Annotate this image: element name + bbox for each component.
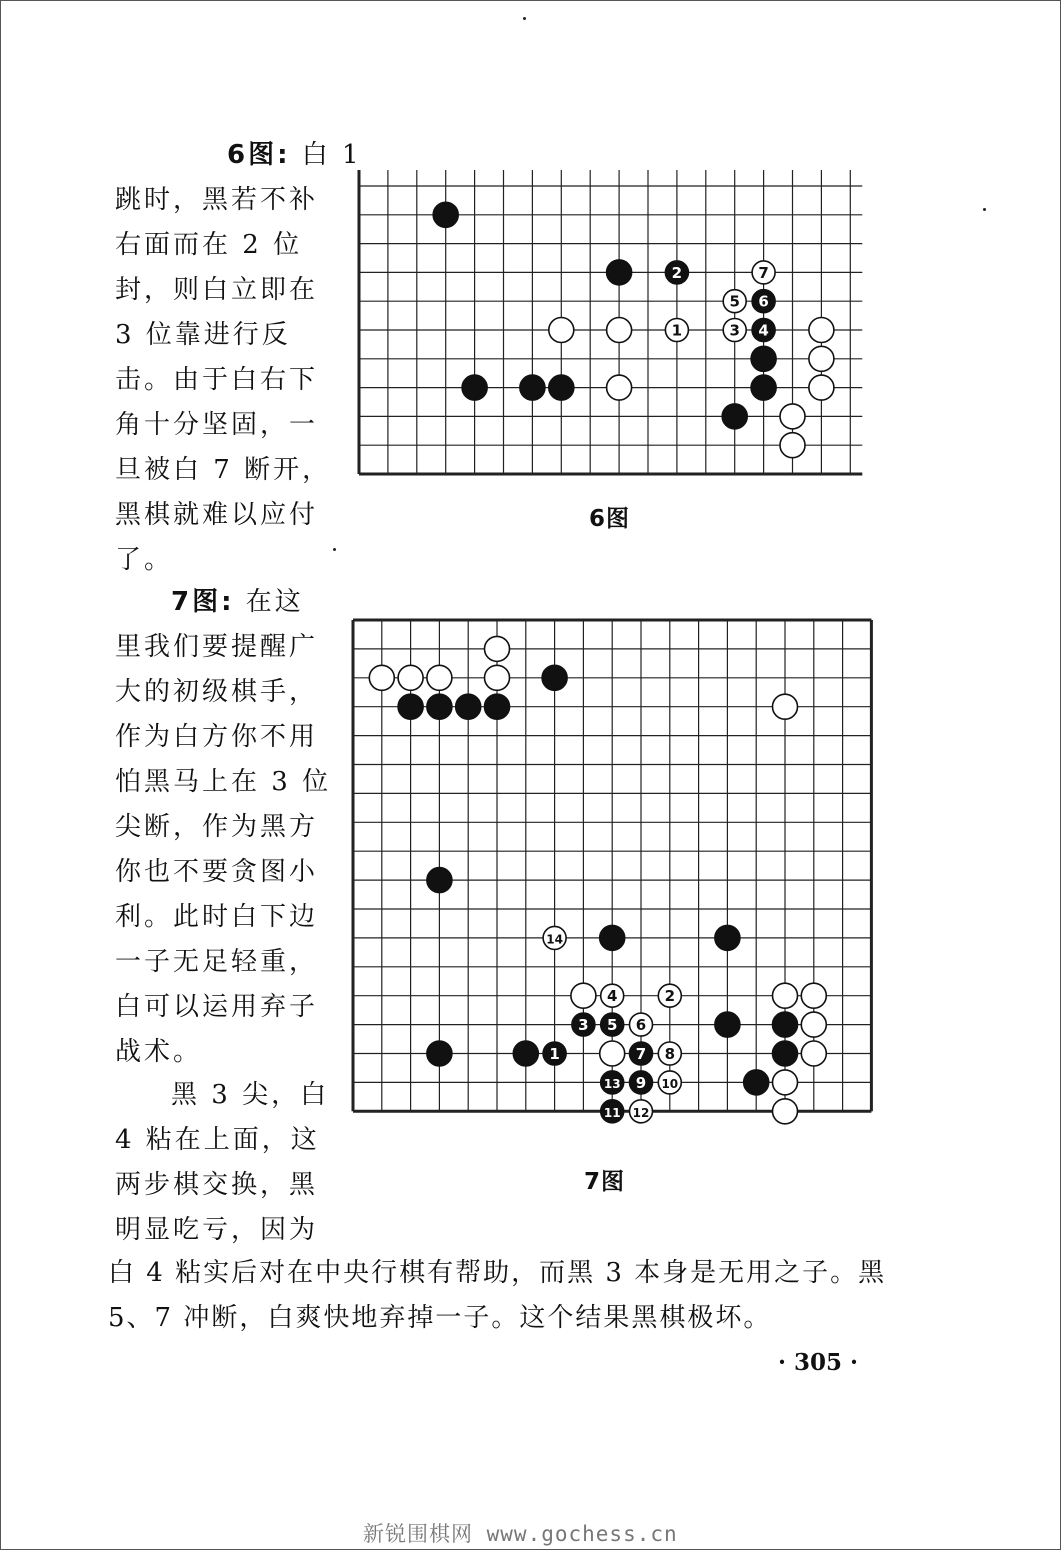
move-number-14: 14: [546, 932, 563, 947]
scan-speck: [983, 208, 986, 211]
black-stone: [542, 665, 567, 690]
white-stone: [780, 433, 805, 458]
black-stone: [607, 260, 632, 285]
move-number-13: 13: [603, 1076, 621, 1091]
black-stone: [773, 1012, 798, 1037]
para-8-line-2: 两步棋交换，黑: [115, 1170, 319, 1200]
black-stone: [485, 694, 510, 719]
black-stone: [744, 1070, 769, 1095]
white-stone: [809, 318, 834, 343]
move-number-3: 3: [578, 1016, 589, 1035]
white-stone: [485, 636, 510, 661]
white-stone: [398, 665, 423, 690]
para-6-line-1: 跳时，黑若不补: [115, 185, 319, 215]
para-6-label: 6图:: [227, 140, 291, 170]
black-stone: [456, 694, 481, 719]
para-6-line-3: 封，则白立即在: [115, 275, 319, 305]
move-number-5: 5: [729, 292, 740, 311]
footer-watermark: 新锐围棋网 www.gochess.cn: [363, 1522, 678, 1546]
go-diagram-7: [345, 612, 885, 1142]
move-number-7: 7: [635, 1045, 647, 1063]
black-stone: [715, 925, 740, 950]
para-7-label: 7图:: [171, 587, 235, 617]
para-6-line-6: 角十分坚固，一: [115, 410, 319, 440]
white-stone: [809, 375, 834, 400]
para-7-line-7: 利。此时白下边: [115, 902, 319, 932]
white-stone: [801, 983, 826, 1008]
para-7-line-10: 战术。: [115, 1037, 203, 1067]
white-stone: [773, 694, 798, 719]
black-stone: [462, 375, 487, 400]
full-line-1: 5、7 冲断，白爽快地弃掉一子。这个结果黑棋极坏。: [108, 1303, 772, 1333]
white-stone: [607, 318, 632, 343]
para-8-line-1: 4 粘在上面，这: [115, 1125, 320, 1155]
para-7-line-6: 你也不要贪图小: [115, 857, 319, 887]
black-stone: [600, 925, 625, 950]
para-6-line-9: 了。: [115, 545, 174, 575]
move-number-6: 6: [758, 292, 769, 311]
diagram-7-caption: 7图: [584, 1169, 626, 1195]
white-stone: [773, 1099, 798, 1124]
white-stone: [773, 1070, 798, 1095]
move-number-9: 9: [635, 1073, 647, 1092]
para-7-line-1: 里我们要提醒广: [115, 632, 319, 662]
move-number-2: 2: [671, 263, 683, 282]
white-stone: [427, 665, 452, 690]
full-line-0: 白 4 粘实后对在中央行棋有帮助，而黑 3 本身是无用之子。黑: [108, 1258, 887, 1288]
move-number-1: 1: [549, 1045, 560, 1063]
black-stone: [549, 375, 574, 400]
black-stone: [513, 1041, 538, 1066]
black-stone: [722, 404, 747, 429]
black-stone: [751, 346, 776, 371]
black-stone: [751, 375, 776, 400]
para-7-line-3: 作为白方你不用: [115, 722, 319, 752]
move-number-8: 8: [664, 1045, 676, 1063]
white-stone: [369, 665, 394, 690]
para-6-line-0-text: 白 1: [301, 140, 362, 170]
white-stone: [571, 983, 596, 1008]
white-stone: [780, 404, 805, 429]
white-stone: [809, 346, 834, 371]
black-stone: [427, 1041, 452, 1066]
black-stone: [773, 1041, 798, 1066]
black-stone: [398, 694, 423, 719]
para-7-line-2: 大的初级棋手，: [115, 677, 319, 707]
para-7-line-0-text: 在这: [245, 587, 304, 617]
white-stone: [801, 1012, 826, 1037]
black-stone: [427, 694, 452, 719]
scan-speck: [523, 17, 526, 20]
para-6-line-0: [115, 133, 362, 178]
para-8-line-3: 明显吃亏，因为: [115, 1215, 319, 1245]
move-number-4: 4: [606, 987, 618, 1006]
para-7-line-4: 怕黑马上在 3 位: [115, 767, 332, 797]
para-6-line-2: 右面而在 2 位: [115, 230, 303, 260]
para-6-line-5: 击。由于白右下: [115, 365, 319, 395]
white-stone: [801, 1041, 826, 1066]
move-number-2: 2: [664, 987, 676, 1006]
para-6-line-8: 黑棋就难以应付: [115, 500, 319, 530]
white-stone: [773, 983, 798, 1008]
black-stone: [427, 868, 452, 893]
move-number-5: 5: [606, 1016, 618, 1035]
para-7-line-5: 尖断，作为黑方: [115, 812, 319, 842]
black-stone: [433, 202, 458, 227]
white-stone: [485, 665, 510, 690]
white-stone: [600, 1041, 625, 1066]
move-number-4: 4: [758, 321, 769, 340]
move-number-7: 7: [758, 263, 769, 282]
black-stone: [715, 1012, 740, 1037]
para-7-line-0: [115, 580, 304, 625]
move-number-1: 1: [671, 321, 683, 340]
page-number: · 305 ·: [778, 1349, 859, 1376]
diagram-6-caption: 6图: [589, 506, 631, 532]
para-6-line-7: 旦被白 7 断开，: [115, 455, 332, 485]
black-stone: [520, 375, 545, 400]
go-diagram-6: [350, 168, 885, 478]
move-number-12: 12: [632, 1105, 650, 1120]
move-number-11: 11: [603, 1105, 621, 1120]
move-number-3: 3: [729, 321, 740, 340]
scan-speck: [333, 548, 336, 551]
para-6-line-4: 3 位靠进行反: [115, 320, 291, 350]
white-stone: [607, 375, 632, 400]
white-stone: [549, 318, 574, 343]
move-number-10: 10: [661, 1076, 679, 1091]
para-7-line-8: 一子无足轻重，: [115, 947, 319, 977]
move-number-6: 6: [635, 1016, 647, 1035]
para-7-line-9: 白可以运用弃子: [115, 992, 319, 1022]
para-8-line-0: 黑 3 尖，白: [171, 1080, 330, 1110]
